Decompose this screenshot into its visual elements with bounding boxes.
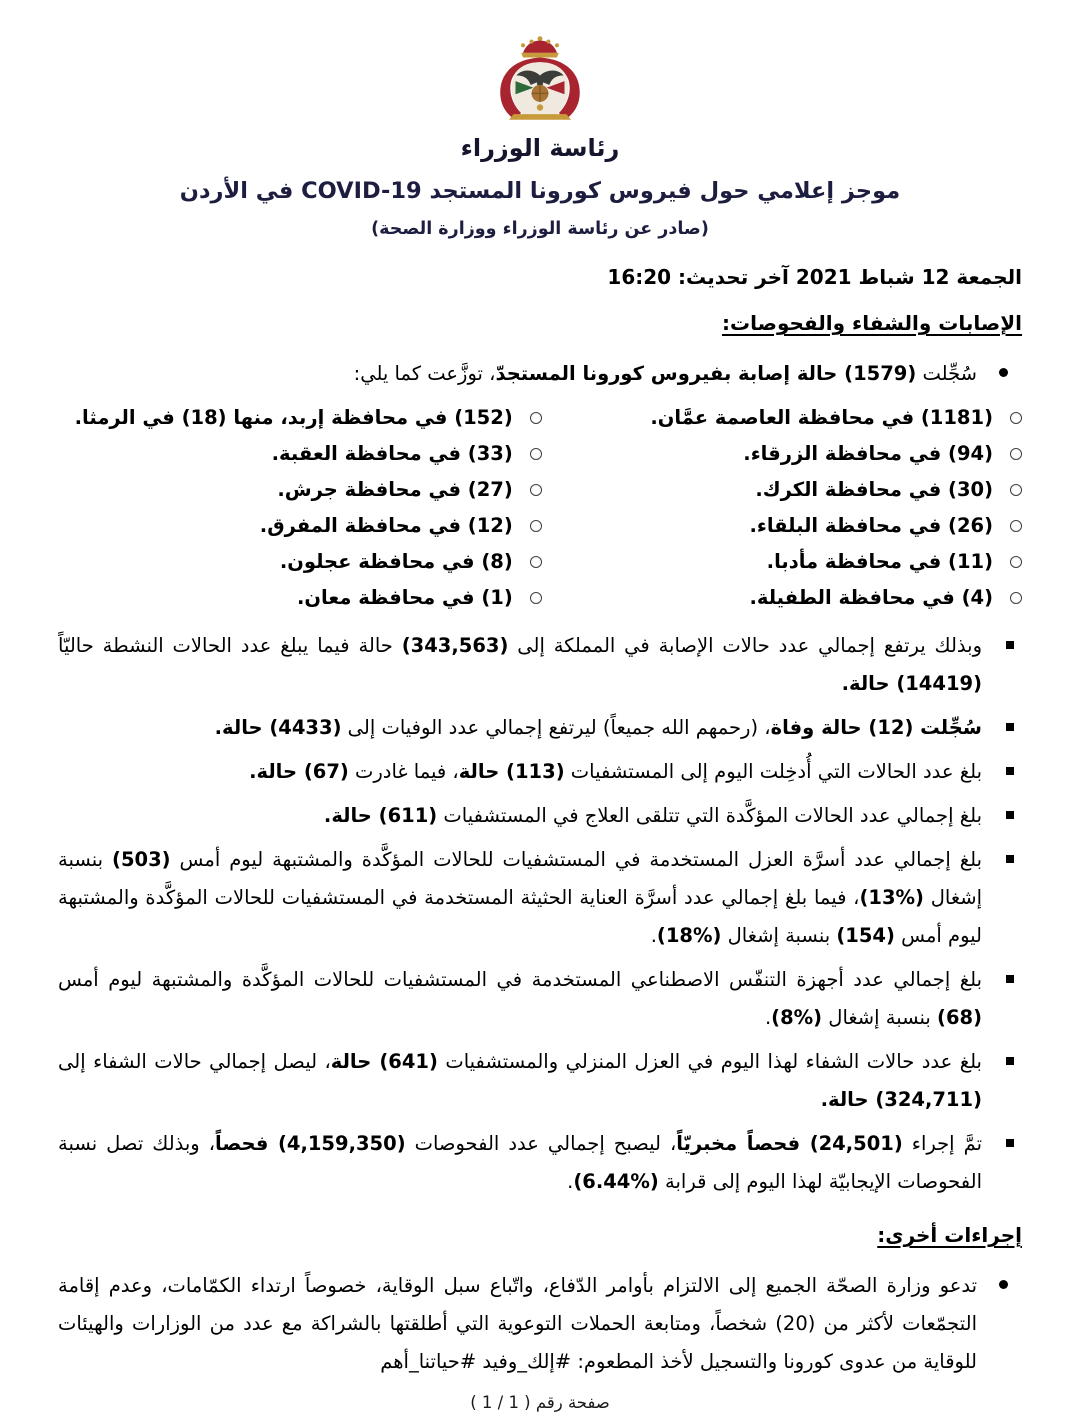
stat-item bbox=[58, 1125, 1022, 1201]
stat-item bbox=[58, 797, 1022, 835]
governorate-text: (1) في محافظة معان. bbox=[296, 586, 513, 609]
governorate-item bbox=[548, 472, 1022, 507]
bullet-circle-icon bbox=[530, 520, 542, 532]
stat-text: بلغ إجمالي عدد أجهزة التنفّس الاصطناعي المستخدمة في المستشفيات للحالات المؤكَّدة والمشتبهة ليوم أمس (68) بنسبة إشغال (%8). bbox=[58, 968, 982, 1029]
section-header-cases: الإصابات والشفاء والفحوصات: bbox=[722, 311, 1022, 335]
bullet-circle-icon bbox=[530, 448, 542, 460]
document-header bbox=[58, 34, 1022, 239]
star-icon bbox=[537, 104, 543, 110]
section-header-other: إجراءات أخرى: bbox=[877, 1223, 1022, 1247]
final-bullet bbox=[58, 1267, 1022, 1381]
governorate-item bbox=[548, 544, 1022, 579]
bullet-square-icon bbox=[1006, 855, 1014, 863]
stats-list bbox=[58, 627, 1022, 1201]
bullet-circle-icon bbox=[1010, 556, 1022, 568]
bullet-circle-icon bbox=[530, 484, 542, 496]
stat-text: وبذلك يرتفع إجمالي عدد حالات الإصابة في المملكة إلى (343,563) حالة فيما يبلغ عدد الحالات النشطة حاليّاً (14419) حالة. bbox=[58, 634, 982, 695]
governorate-text: (8) في محافظة عجلون. bbox=[279, 550, 513, 573]
bullet-circle-icon bbox=[1010, 448, 1022, 460]
governorate-item bbox=[58, 580, 542, 615]
stat-text: سُجِّلت (12) حالة وفاة، (رحمهم الله جميعاً) ليرتفع إجمالي عدد الوفيات إلى (4433) حالة. bbox=[214, 716, 982, 739]
bullet-circle-icon bbox=[530, 556, 542, 568]
bullet-square-icon bbox=[1006, 723, 1014, 731]
governorate-item bbox=[58, 508, 542, 543]
governorate-text: (26) في محافظة البلقاء. bbox=[749, 514, 993, 537]
governorate-item bbox=[58, 472, 542, 507]
governorate-text: (94) في محافظة الزرقاء. bbox=[743, 442, 993, 465]
stat-text: بلغ عدد حالات الشفاء لهذا اليوم في العزل المنزلي والمستشفيات (641) حالة، ليصل إجمالي حالات الشفاء إلى (324,711) حالة. bbox=[58, 1050, 982, 1111]
prime-ministry-calligraphy: رئاسة الوزراء bbox=[460, 134, 620, 162]
stat-text: بلغ إجمالي عدد أسرَّة العزل المستخدمة في المستشفيات للحالات المؤكَّدة والمشتبهة ليوم أمس (503) بنسبة إشغال (%13)، فيما بلغ إجمالي عدد أسرَّة العناية الحثيثة المستخدمة في المستشفيات للحالات المؤكَّدة والمشتبهة ليوم أمس (154) بنسبة إشغال (%18). bbox=[58, 848, 982, 947]
stat-text: بلغ عدد الحالات التي أُدخِلت اليوم إلى المستشفيات (113) حالة، فيما غادرت (67) حالة. bbox=[249, 760, 982, 783]
stat-item bbox=[58, 1043, 1022, 1119]
governorate-item bbox=[58, 544, 542, 579]
bullet-square-icon bbox=[1006, 811, 1014, 819]
governorate-text: (33) في محافظة العقبة. bbox=[271, 442, 513, 465]
bullet-circle-icon bbox=[1010, 520, 1022, 532]
bullet-circle-icon bbox=[1010, 484, 1022, 496]
governorate-text: (4) في محافظة الطفيلة. bbox=[749, 586, 993, 609]
document-subtitle: (صادر عن رئاسة الوزراء ووزارة الصحة) bbox=[371, 219, 709, 239]
stat-text: بلغ إجمالي عدد الحالات المؤكَّدة التي تتلقى العلاج في المستشفيات (611) حالة. bbox=[323, 804, 982, 827]
governorate-list bbox=[58, 400, 1022, 615]
bullet-circle-icon bbox=[1010, 412, 1022, 424]
stat-text: تمَّ إجراء (24,501) فحصاً مخبريّاً، ليصبح إجمالي عدد الفحوصات (4,159,350) فحصاً، وبذلك تصل نسبة الفحوصات الإيجابيّة لهذا اليوم إلى قرابة (%6.44). bbox=[58, 1132, 983, 1193]
ribbon-icon bbox=[509, 114, 571, 120]
stat-item bbox=[58, 841, 1022, 955]
governorate-item bbox=[548, 436, 1022, 471]
document-title: موجز إعلامي حول فيروس كورونا المستجد COVID-19 في الأردن bbox=[179, 178, 901, 204]
bullet-square-icon bbox=[1006, 767, 1014, 775]
governorate-item bbox=[548, 400, 1022, 435]
governorate-item bbox=[58, 436, 542, 471]
stat-item bbox=[58, 709, 1022, 747]
bullet-dot-icon bbox=[999, 368, 1008, 377]
bullet-square-icon bbox=[1006, 975, 1014, 983]
bullet-square-icon bbox=[1006, 641, 1014, 649]
governorate-text: (152) في محافظة إربد، منها (18) في الرمثا. bbox=[74, 406, 513, 429]
governorate-item bbox=[548, 508, 1022, 543]
intro-bullet bbox=[58, 355, 1022, 392]
jordan-coat-of-arms-icon bbox=[474, 34, 606, 132]
final-bullet-text: تدعو وزارة الصحّة الجميع إلى الالتزام بأوامر الدّفاع، واتّباع سبل الوقاية، خصوصاً ارتداء الكمّامات، وعدم إقامة التجمّعات لأكثر من (20) شخصاً، ومتابعة الحملات التوعوية التي أطلقتها بالشراكة مع عدد من الوزارات والهيئات للوقاية من عدوى كورونا والتسجيل لأخذ المطعوم: #إلك_وفيد #حياتنا_أهم bbox=[58, 1274, 977, 1373]
stat-item bbox=[58, 961, 1022, 1037]
stat-item bbox=[58, 627, 1022, 703]
bullet-square-icon bbox=[1006, 1057, 1014, 1065]
bullet-circle-icon bbox=[530, 592, 542, 604]
bullet-dot-icon bbox=[999, 1280, 1008, 1289]
governorate-text: (27) في محافظة جرش. bbox=[277, 478, 513, 501]
stat-item bbox=[58, 753, 1022, 791]
emblem-wrap bbox=[58, 34, 1022, 162]
crown-icon bbox=[521, 36, 559, 57]
bullet-circle-icon bbox=[530, 412, 542, 424]
bullet-circle-icon bbox=[1010, 592, 1022, 604]
intro-bullet-text: سُجِّلت (1579) حالة إصابة بفيروس كورونا المستجدّ، توزَّعت كما يلي: bbox=[353, 362, 977, 385]
governorate-text: (11) في محافظة مأدبا. bbox=[766, 550, 993, 573]
governorate-text: (1181) في محافظة العاصمة عمَّان. bbox=[650, 406, 993, 429]
governorate-item bbox=[548, 580, 1022, 615]
governorate-text: (12) في محافظة المفرق. bbox=[259, 514, 513, 537]
globe-icon bbox=[532, 85, 549, 102]
bullet-square-icon bbox=[1006, 1139, 1014, 1147]
date-line: الجمعة 12 شباط 2021 آخر تحديث: 16:20 bbox=[607, 265, 1022, 289]
page-footer: صفحة رقم ( 1 / 1 ) bbox=[470, 1393, 610, 1412]
governorate-text: (30) في محافظة الكرك. bbox=[755, 478, 993, 501]
governorate-item bbox=[58, 400, 542, 435]
